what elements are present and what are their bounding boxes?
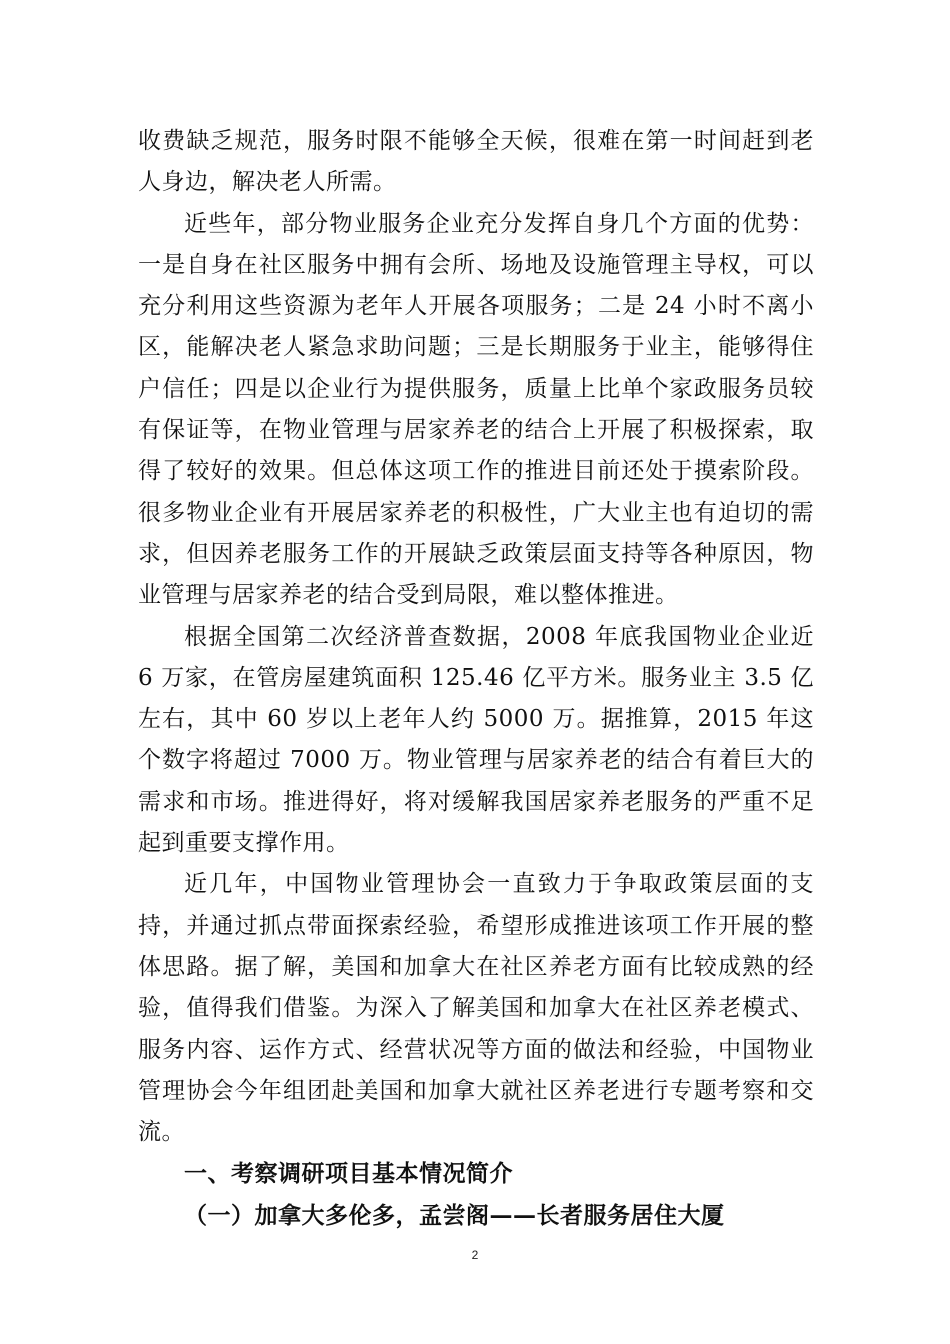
- paragraph-census-data: 根据全国第二次经济普查数据，2008 年底我国物业企业近 6 万家，在管房屋建筑面积 125.46 亿平方米。服务业主 3.5 亿左右，其中 60 岁以上老年人约 5000 万。据推算，2015 年这个数字将超过 7000 万。物业管理与居家养老的结合有着巨大的需求和市场。推进得好，将对缓解我国居家养老服务的严重不足起到重要支撑作用。: [138, 623, 814, 857]
- paragraph-association-efforts: 近几年，中国物业管理协会一直致力于争取政策层面的支持，并通过抓点带面探索经验，希望形成推进该项工作开展的整体思路。据了解，美国和加拿大在社区养老方面有比较成熟的经验，值得我们借鉴。为深入了解美国和加拿大在社区养老模式、服务内容、运作方式、经营状况等方面的做法和经验，中国物业管理协会今年组团赴美国和加拿大就社区养老进行专题考察和交流。: [138, 871, 814, 1146]
- section-heading: 一、考察调研项目基本情况简介: [184, 1160, 513, 1188]
- document-body: [138, 121, 814, 1236]
- subsection-heading: （一）加拿大多伦多，孟尝阁——长者服务居住大厦: [184, 1201, 725, 1229]
- paragraph-continuation: 收费缺乏规范，服务时限不能够全天候，很难在第一时间赶到老人身边，解决老人所需。: [138, 128, 814, 196]
- paragraph-property-advantages: 近些年，部分物业服务企业充分发挥自身几个方面的优势：一是自身在社区服务中拥有会所、场地及设施管理主导权，可以充分利用这些资源为老年人开展各项服务；二是 24 小时不离小区，能解决老人紧急求助问题；三是长期服务于业主，能够得住户信任；四是以企业行为提供服务，质量上比单个家政服务员较有保证等，在物业管理与居家养老的结合上开展了积极探索，取得了较好的效果。但总体这项工作的推进目前还处于摸索阶段。很多物业企业有开展居家养老的积极性，广大业主也有迫切的需求，但因养老服务工作的开展缺乏政策层面支持等各种原因，物业管理与居家养老的结合受到局限，难以整体推进。: [138, 210, 814, 609]
- page-number: 2: [471, 1248, 479, 1262]
